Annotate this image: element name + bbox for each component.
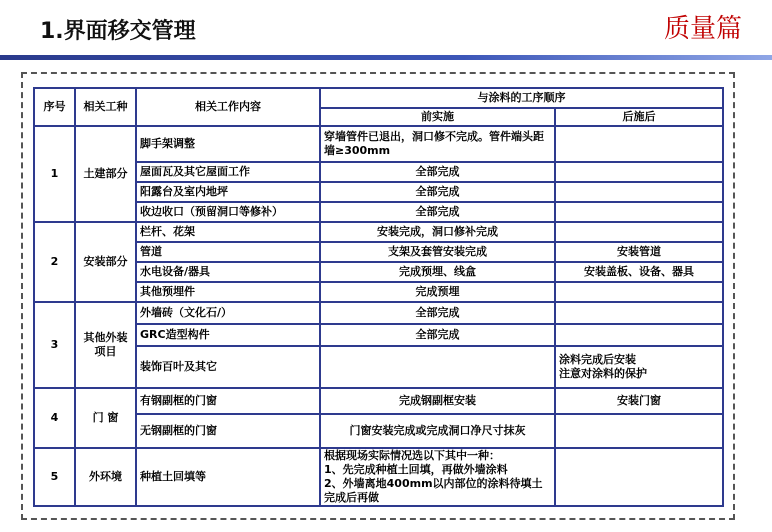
content-cell: 外墙砖（文化石/） — [136, 302, 320, 324]
content-cell: 其他预埋件 — [136, 282, 320, 302]
trade-cell: 土建部分 — [75, 126, 136, 222]
interface-handover-table — [33, 87, 724, 507]
after-cell — [555, 126, 723, 162]
before-cell: 安装完成，洞口修补完成 — [320, 222, 555, 242]
content-cell: 收边收口（预留洞口等修补） — [136, 202, 320, 222]
before-cell: 根据现场实际情况选以下其中一种： 1、先完成种植土回填，再做外墙涂料 2、外墙离地400mm以内部位的涂料待填土完成后再做 — [320, 448, 555, 506]
table-row — [34, 448, 723, 506]
table-row — [34, 242, 723, 262]
content-cell: 装饰百叶及其它 — [136, 346, 320, 388]
trade-cell: 外环境 — [75, 448, 136, 506]
section-tag: 质量篇 — [663, 14, 742, 44]
before-cell: 全部完成 — [320, 162, 555, 182]
header-after: 后施后 — [555, 108, 723, 126]
after-cell — [555, 324, 723, 346]
page-title: 1.界面移交管理 — [40, 19, 196, 44]
before-cell: 全部完成 — [320, 182, 555, 202]
before-cell: 全部完成 — [320, 202, 555, 222]
table-row — [34, 162, 723, 182]
after-cell — [555, 222, 723, 242]
before-cell: 完成预埋、线盒 — [320, 262, 555, 282]
seq-cell: 1 — [34, 126, 75, 222]
before-cell: 完成预埋 — [320, 282, 555, 302]
seq-cell: 3 — [34, 302, 75, 388]
header-content: 相关工作内容 — [136, 88, 320, 126]
after-cell: 安装管道 — [555, 242, 723, 262]
after-cell: 涂料完成后安装 注意对涂料的保护 — [555, 346, 723, 388]
table-row — [34, 414, 723, 448]
content-cell: 水电设备/器具 — [136, 262, 320, 282]
trade-cell: 安装部分 — [75, 222, 136, 302]
table-row — [34, 126, 723, 162]
after-cell — [555, 182, 723, 202]
table-row — [34, 388, 723, 414]
header-seq: 序号 — [34, 88, 75, 126]
seq-cell: 4 — [34, 388, 75, 448]
seq-cell: 2 — [34, 222, 75, 302]
trade-cell: 门 窗 — [75, 388, 136, 448]
table-row — [34, 282, 723, 302]
after-cell: 安装盖板、设备、器具 — [555, 262, 723, 282]
before-cell: 全部完成 — [320, 302, 555, 324]
table-row — [34, 202, 723, 222]
before-cell — [320, 346, 555, 388]
content-cell: 阳露台及室内地坪 — [136, 182, 320, 202]
content-cell: GRC造型构件 — [136, 324, 320, 346]
seq-cell: 5 — [34, 448, 75, 506]
after-cell — [555, 282, 723, 302]
before-cell: 穿墙管件已退出，洞口修不完成。管件端头距墙≥300mm — [320, 126, 555, 162]
trade-cell: 其他外装项目 — [75, 302, 136, 388]
header-before: 前实施 — [320, 108, 555, 126]
table-row — [34, 262, 723, 282]
content-cell: 无钢副框的门窗 — [136, 414, 320, 448]
content-cell: 屋面瓦及其它屋面工作 — [136, 162, 320, 182]
header-order: 与涂料的工序顺序 — [320, 88, 723, 108]
header-trade: 相关工种 — [75, 88, 136, 126]
content-cell: 种植土回填等 — [136, 448, 320, 506]
after-cell — [555, 202, 723, 222]
after-cell — [555, 448, 723, 506]
after-cell — [555, 414, 723, 448]
after-cell — [555, 162, 723, 182]
content-cell: 脚手架调整 — [136, 126, 320, 162]
before-cell: 全部完成 — [320, 324, 555, 346]
table-row — [34, 302, 723, 324]
after-cell — [555, 302, 723, 324]
content-cell: 管道 — [136, 242, 320, 262]
table-row — [34, 324, 723, 346]
after-cell: 安装门窗 — [555, 388, 723, 414]
before-cell: 门窗安装完成或完成洞口净尺寸抹灰 — [320, 414, 555, 448]
header-divider — [0, 55, 772, 60]
content-cell: 有钢副框的门窗 — [136, 388, 320, 414]
content-cell: 栏杆、花架 — [136, 222, 320, 242]
table-row — [34, 222, 723, 242]
table-row — [34, 346, 723, 388]
table-row — [34, 182, 723, 202]
before-cell: 支架及套管安装完成 — [320, 242, 555, 262]
before-cell: 完成钢副框安装 — [320, 388, 555, 414]
